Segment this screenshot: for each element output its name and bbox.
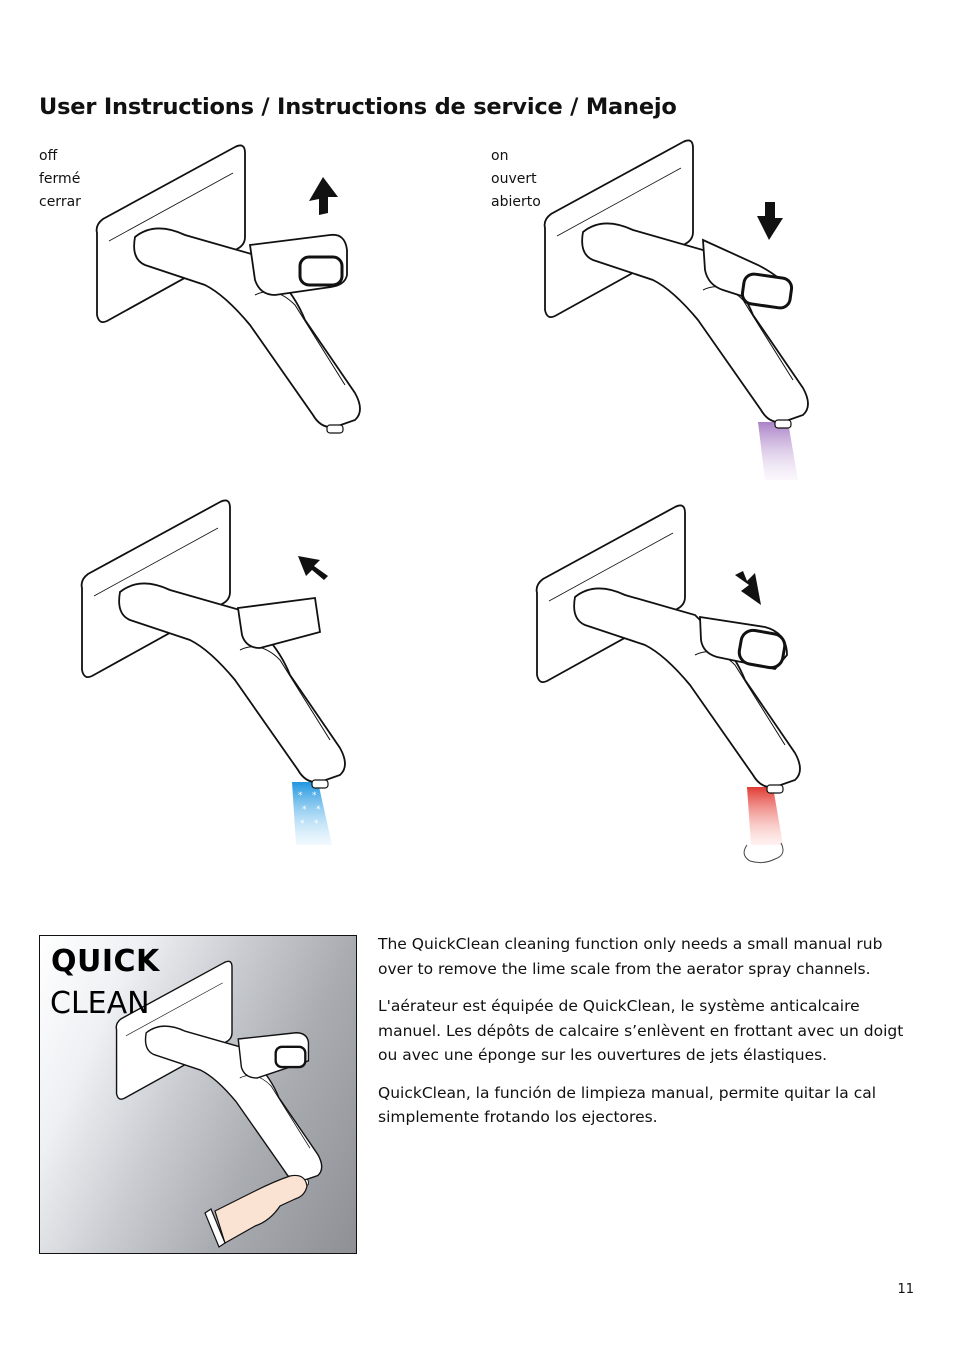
faucet-cold-illustration: [80, 500, 350, 850]
label-on-es: abierto: [491, 194, 541, 210]
label-on-en: on: [491, 148, 509, 164]
page-title: User Instructions / Instructions de service / Manejo: [39, 94, 677, 120]
svg-text:*: *: [300, 819, 305, 829]
paragraph-en: The QuickClean cleaning function only needs a small manual rub over to remove the lime scale from the aerator spray channels.: [378, 935, 883, 978]
svg-text:*: *: [316, 805, 321, 815]
quickclean-logo-clean: CLEAN: [50, 986, 150, 1021]
label-on: [491, 145, 541, 214]
hot-water-stream: [747, 787, 783, 845]
faucet-on-illustration: [543, 140, 813, 485]
label-off-es: cerrar: [39, 194, 81, 210]
label-off-fr: fermé: [39, 171, 81, 187]
svg-text:*: *: [312, 791, 317, 801]
warm-water-stream: [758, 422, 798, 480]
page-number: 11: [897, 1282, 914, 1297]
faucet-hot-illustration: [535, 505, 805, 865]
label-off: [39, 145, 81, 214]
steam-icon: [744, 843, 783, 863]
arrow-up-icon: [309, 177, 338, 215]
paragraph-es: QuickClean, la función de limpieza manual, permite quitar la cal simplemente frotando los ejectores.: [378, 1083, 877, 1126]
arrow-down-icon: [757, 202, 783, 240]
label-off-en: off: [39, 148, 58, 164]
label-on-fr: ouvert: [491, 171, 537, 187]
quickclean-panel: [39, 935, 357, 1254]
svg-text:*: *: [314, 819, 319, 829]
svg-text:*: *: [298, 791, 303, 801]
quickclean-description: [378, 932, 908, 1143]
lever-cold: [238, 598, 320, 648]
arrow-left-icon: [298, 556, 328, 580]
paragraph-fr: L'aérateur est équipée de QuickClean, le système anticalcaire manuel. Les dépôts de calcaire s’enlèvent en frottant avec un doigt ou avec une éponge sur les ouvertures de jets élastiques.: [378, 997, 904, 1064]
quickclean-logo-quick: QUICK: [51, 944, 160, 979]
quickclean-faucet-illustration: [115, 961, 355, 1254]
lever-closed: [250, 235, 347, 295]
arrow-right-icon: [735, 571, 761, 605]
hand-icon: [205, 1175, 307, 1247]
svg-text:*: *: [302, 805, 307, 815]
faucet-off-illustration: [95, 145, 365, 435]
